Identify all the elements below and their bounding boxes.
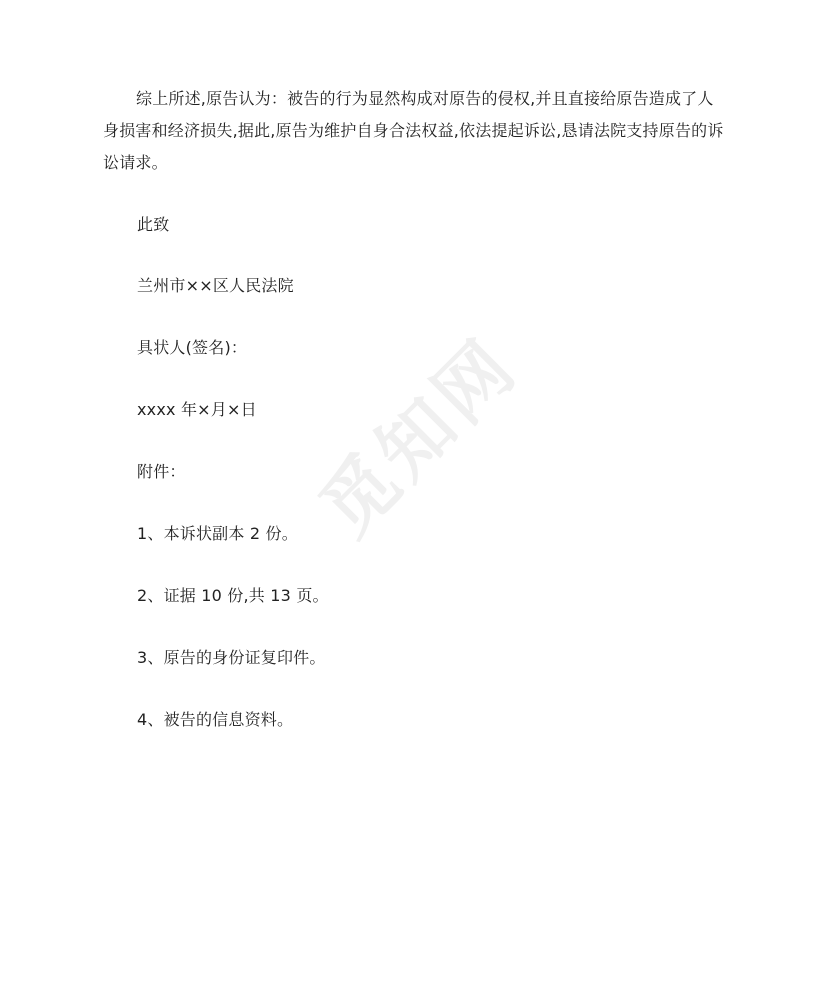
court-name: 兰州市××区人民法院 xyxy=(137,276,294,295)
attachment-item: 1、本诉状副本 2 份。 xyxy=(137,524,298,543)
signer-line: 具状人(签名)： xyxy=(137,338,248,357)
attachments-heading: 附件： xyxy=(137,462,186,481)
attachment-item: 4、被告的信息资料。 xyxy=(137,710,294,729)
attachment-item: 2、证据 10 份,共 13 页。 xyxy=(137,586,329,605)
watermark: 觅知网 xyxy=(303,321,535,553)
attachment-item: 3、原告的身份证复印件。 xyxy=(137,648,326,667)
conclusion-paragraph: 综上所述,原告认为：被告的行为显然构成对原告的侵权,并且直接给原告造成了人身损害和经济损失,据此,原告为维护自身合法权益,依法提起诉讼,恳请法院支持原告的诉讼请求。 xyxy=(103,89,724,172)
date-line: xxxx 年×月×日 xyxy=(137,400,257,419)
salutation-text: 此致 xyxy=(137,215,170,234)
